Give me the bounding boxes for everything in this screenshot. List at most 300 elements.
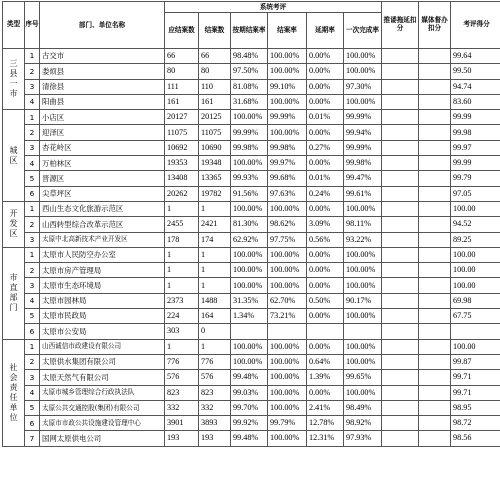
ontime-rate-cell: 100.00% xyxy=(231,156,268,171)
due-cell: 111 xyxy=(165,79,199,94)
closed-cell: 1 xyxy=(199,339,231,354)
recommend-cell xyxy=(382,140,419,155)
ontime-rate-cell: 99.03% xyxy=(231,385,268,400)
delay-rate-cell: 2.41% xyxy=(307,400,344,415)
closed-cell: 174 xyxy=(199,232,231,247)
dept-name-cell: 小店区 xyxy=(40,110,165,125)
score-cell: 100.00 xyxy=(451,339,500,354)
media-cell xyxy=(419,416,451,431)
dept-name-cell: 太原市房产管理局 xyxy=(40,263,165,278)
group-type-char: 直 xyxy=(4,283,23,293)
media-cell xyxy=(419,263,451,278)
due-cell: 178 xyxy=(165,232,199,247)
close-rate-cell: 100.00% xyxy=(268,64,307,79)
ontime-rate-cell: 97.50% xyxy=(231,64,268,79)
due-cell: 332 xyxy=(165,400,199,415)
media-cell xyxy=(419,354,451,369)
recommend-cell xyxy=(382,64,419,79)
delay-rate-cell: 0.64% xyxy=(307,354,344,369)
dept-name-cell: 阳曲县 xyxy=(40,94,165,109)
score-cell: 69.98 xyxy=(451,293,500,308)
closed-cell: 1 xyxy=(199,278,231,293)
dept-name-cell: 西山生态文化旅游示范区 xyxy=(40,201,165,216)
table-header xyxy=(3,2,500,49)
ontime-rate-cell: 99.98% xyxy=(231,140,268,155)
ontime-rate-cell: 100.00% xyxy=(231,339,268,354)
due-cell: 2455 xyxy=(165,217,199,232)
closed-cell: 332 xyxy=(199,400,231,415)
table-row xyxy=(3,201,500,216)
ontime-rate-cell: 99.93% xyxy=(231,171,268,186)
media-cell xyxy=(419,293,451,308)
closed-cell: 66 xyxy=(199,49,231,64)
dept-name-cell: 古交市 xyxy=(40,49,165,64)
dept-name-cell: 太原中北高新技术产业开发区 xyxy=(40,232,165,247)
score-cell: 98.95 xyxy=(451,400,500,415)
recommend-cell xyxy=(382,416,419,431)
evaluation-table xyxy=(2,1,500,447)
ontime-rate-cell: 100.00% xyxy=(231,263,268,278)
ontime-rate-cell: 81.30% xyxy=(231,217,268,232)
score-cell: 83.60 xyxy=(451,94,500,109)
media-cell xyxy=(419,217,451,232)
close-rate-cell: 100.00% xyxy=(268,339,307,354)
group-type-cell xyxy=(3,49,25,110)
close-rate-cell: 97.63% xyxy=(268,186,307,201)
close-rate-cell: 98.62% xyxy=(268,217,307,232)
close-rate-cell: 100.00% xyxy=(268,354,307,369)
dept-name-cell: 迎泽区 xyxy=(40,125,165,140)
dept-name-cell: 晋源区 xyxy=(40,171,165,186)
dept-name-cell: 清徐县 xyxy=(40,79,165,94)
table-row xyxy=(3,324,500,339)
once-rate-cell: 100.00% xyxy=(344,263,382,278)
close-rate-cell: 100.00% xyxy=(268,370,307,385)
closed-cell: 3893 xyxy=(199,416,231,431)
due-cell: 1 xyxy=(165,339,199,354)
table-row xyxy=(3,247,500,262)
ontime-rate-cell: 99.70% xyxy=(231,400,268,415)
closed-cell: 823 xyxy=(199,385,231,400)
closed-cell: 0 xyxy=(199,324,231,339)
delay-rate-cell: 0.00% xyxy=(307,339,344,354)
seq-cell: 3 xyxy=(25,278,40,293)
close-rate-cell: 100.00% xyxy=(268,49,307,64)
due-cell: 19353 xyxy=(165,156,199,171)
group-type-char: 三 xyxy=(4,59,23,69)
media-cell xyxy=(419,278,451,293)
table-row xyxy=(3,278,500,293)
table-row xyxy=(3,49,500,64)
due-cell: 1 xyxy=(165,247,199,262)
recommend-cell xyxy=(382,339,419,354)
table-row xyxy=(3,110,500,125)
media-cell xyxy=(419,232,451,247)
once-rate-cell: 100.00% xyxy=(344,339,382,354)
recommend-cell xyxy=(382,370,419,385)
seq-cell: 1 xyxy=(25,201,40,216)
recommend-cell xyxy=(382,156,419,171)
score-cell: 100.00 xyxy=(451,247,500,262)
due-cell: 193 xyxy=(165,431,199,446)
close-rate-cell: 100.00% xyxy=(268,247,307,262)
closed-cell: 576 xyxy=(199,370,231,385)
col-close-rate-header: 结案率 xyxy=(268,13,307,49)
recommend-cell xyxy=(382,247,419,262)
col-type-header: 类型 xyxy=(3,2,25,49)
closed-cell: 20125 xyxy=(199,110,231,125)
group-type-char: 单 xyxy=(4,403,23,413)
seq-cell: 4 xyxy=(25,385,40,400)
dept-name-cell: 太原市人民防空办公室 xyxy=(40,247,165,262)
system-eval-header: 系统考评 xyxy=(165,2,382,13)
due-cell: 823 xyxy=(165,385,199,400)
due-cell: 20127 xyxy=(165,110,199,125)
delay-rate-cell: 0.00% xyxy=(307,385,344,400)
dept-name-cell: 太原天然气有限公司 xyxy=(40,370,165,385)
seq-cell: 1 xyxy=(25,247,40,262)
delay-rate-cell: 12.78% xyxy=(307,416,344,431)
media-cell xyxy=(419,156,451,171)
group-type-char: 区 xyxy=(4,229,23,239)
due-cell: 776 xyxy=(165,354,199,369)
recommend-cell xyxy=(382,49,419,64)
delay-rate-cell: 3.09% xyxy=(307,217,344,232)
media-cell xyxy=(419,309,451,324)
group-type-char: 区 xyxy=(4,156,23,166)
media-cell xyxy=(419,79,451,94)
score-cell: 99.98 xyxy=(451,125,500,140)
once-rate-cell: 99.99% xyxy=(344,110,382,125)
closed-cell: 19348 xyxy=(199,156,231,171)
media-cell xyxy=(419,339,451,354)
ontime-rate-cell: 1.34% xyxy=(231,309,268,324)
close-rate-cell: 100.00% xyxy=(268,201,307,216)
once-rate-cell: 100.00% xyxy=(344,385,382,400)
once-rate-cell: 100.00% xyxy=(344,247,382,262)
once-rate-cell: 99.98% xyxy=(344,156,382,171)
table-row xyxy=(3,370,500,385)
col-once-header: 一次完成率 xyxy=(344,13,382,49)
ontime-rate-cell: 31.68% xyxy=(231,94,268,109)
ontime-rate-cell: 100.00% xyxy=(231,201,268,216)
ontime-rate-cell: 31.35% xyxy=(231,293,268,308)
once-rate-cell: 99.94% xyxy=(344,125,382,140)
recommend-cell xyxy=(382,278,419,293)
media-cell xyxy=(419,247,451,262)
col-ontime-header: 按期结案率 xyxy=(231,13,268,49)
media-cell xyxy=(419,186,451,201)
due-cell: 66 xyxy=(165,49,199,64)
group-type-char: 一 xyxy=(4,79,23,89)
closed-cell: 10690 xyxy=(199,140,231,155)
seq-cell: 3 xyxy=(25,79,40,94)
closed-cell: 13365 xyxy=(199,171,231,186)
close-rate-cell: 99.97% xyxy=(268,156,307,171)
score-cell: 99.87 xyxy=(451,354,500,369)
col-recommend-header: 推诿拖延扣分 xyxy=(382,2,419,49)
recommend-cell xyxy=(382,263,419,278)
dept-name-cell: 山西转型综合改革示范区 xyxy=(40,217,165,232)
seq-cell: 6 xyxy=(25,324,40,339)
recommend-cell xyxy=(382,217,419,232)
ontime-rate-cell: 100.00% xyxy=(231,278,268,293)
closed-cell: 110 xyxy=(199,79,231,94)
seq-cell: 6 xyxy=(25,416,40,431)
media-cell xyxy=(419,64,451,79)
close-rate-cell: 99.10% xyxy=(268,79,307,94)
dept-name-cell: 杏花岭区 xyxy=(40,140,165,155)
col-closed-header: 结案数 xyxy=(199,13,231,49)
ontime-rate-cell: 98.48% xyxy=(231,49,268,64)
col-dept-header: 部门、单位名称 xyxy=(40,2,165,49)
close-rate-cell: 100.00% xyxy=(268,385,307,400)
dept-name-cell: 太原供水集团有限公司 xyxy=(40,354,165,369)
score-cell: 89.25 xyxy=(451,232,500,247)
media-cell xyxy=(419,110,451,125)
score-cell xyxy=(451,324,500,339)
delay-rate-cell: 0.00% xyxy=(307,263,344,278)
seq-cell: 2 xyxy=(25,217,40,232)
close-rate-cell: 100.00% xyxy=(268,263,307,278)
group-type-cell xyxy=(3,247,25,339)
seq-cell: 4 xyxy=(25,156,40,171)
ontime-rate-cell: 81.08% xyxy=(231,79,268,94)
closed-cell: 2421 xyxy=(199,217,231,232)
ontime-rate-cell: 91.56% xyxy=(231,186,268,201)
ontime-rate-cell: 99.48% xyxy=(231,370,268,385)
table-row xyxy=(3,125,500,140)
delay-rate-cell: 0.00% xyxy=(307,247,344,262)
score-cell: 99.64 xyxy=(451,49,500,64)
group-type-char: 位 xyxy=(4,413,23,423)
seq-cell: 3 xyxy=(25,232,40,247)
table-row xyxy=(3,416,500,431)
table-row xyxy=(3,79,500,94)
delay-rate-cell: 0.56% xyxy=(307,232,344,247)
table-row xyxy=(3,156,500,171)
seq-cell: 7 xyxy=(25,431,40,446)
due-cell: 3901 xyxy=(165,416,199,431)
delay-rate-cell: 0.00% xyxy=(307,278,344,293)
col-score-header: 考评得分 xyxy=(451,2,500,49)
table-row xyxy=(3,339,500,354)
media-cell xyxy=(419,94,451,109)
delay-rate-cell: 0.50% xyxy=(307,293,344,308)
recommend-cell xyxy=(382,293,419,308)
seq-cell: 3 xyxy=(25,370,40,385)
seq-cell: 2 xyxy=(25,64,40,79)
group-type-char: 社 xyxy=(4,363,23,373)
recommend-cell xyxy=(382,309,419,324)
seq-cell: 1 xyxy=(25,110,40,125)
due-cell: 1 xyxy=(165,263,199,278)
delay-rate-cell xyxy=(307,324,344,339)
score-cell: 98.56 xyxy=(451,431,500,446)
close-rate-cell: 62.70% xyxy=(268,293,307,308)
group-type-char: 发 xyxy=(4,219,23,229)
ontime-rate-cell: 62.92% xyxy=(231,232,268,247)
seq-cell: 5 xyxy=(25,171,40,186)
due-cell: 224 xyxy=(165,309,199,324)
due-cell: 10692 xyxy=(165,140,199,155)
delay-rate-cell: 0.00% xyxy=(307,309,344,324)
ontime-rate-cell xyxy=(231,324,268,339)
dept-name-cell: 太原市生态环境局 xyxy=(40,278,165,293)
close-rate-cell: 100.00% xyxy=(268,125,307,140)
closed-cell: 1 xyxy=(199,263,231,278)
group-type-char: 县 xyxy=(4,69,23,79)
group-type-char: 部 xyxy=(4,293,23,303)
delay-rate-cell: 0.00% xyxy=(307,156,344,171)
closed-cell: 193 xyxy=(199,431,231,446)
seq-cell: 6 xyxy=(25,186,40,201)
once-rate-cell: 98.92% xyxy=(344,416,382,431)
seq-cell: 4 xyxy=(25,293,40,308)
media-cell xyxy=(419,171,451,186)
close-rate-cell: 97.75% xyxy=(268,232,307,247)
seq-cell: 2 xyxy=(25,354,40,369)
media-cell xyxy=(419,125,451,140)
ontime-rate-cell: 99.92% xyxy=(231,416,268,431)
close-rate-cell: 99.79% xyxy=(268,416,307,431)
group-type-cell xyxy=(3,339,25,446)
delay-rate-cell: 0.00% xyxy=(307,49,344,64)
dept-name-cell: 娄烦县 xyxy=(40,64,165,79)
media-cell xyxy=(419,140,451,155)
table-row xyxy=(3,354,500,369)
dept-name-cell: 太原市民政局 xyxy=(40,309,165,324)
once-rate-cell: 100.00% xyxy=(344,278,382,293)
ontime-rate-cell: 99.48% xyxy=(231,431,268,446)
table-row xyxy=(3,171,500,186)
group-type-char: 开 xyxy=(4,209,23,219)
recommend-cell xyxy=(382,110,419,125)
recommend-cell xyxy=(382,385,419,400)
score-cell: 99.99 xyxy=(451,110,500,125)
delay-rate-cell: 1.39% xyxy=(307,370,344,385)
dept-name-cell: 太原市园林局 xyxy=(40,293,165,308)
table-row xyxy=(3,385,500,400)
seq-cell: 5 xyxy=(25,400,40,415)
recommend-cell xyxy=(382,94,419,109)
due-cell: 20262 xyxy=(165,186,199,201)
delay-rate-cell: 0.27% xyxy=(307,140,344,155)
once-rate-cell: 97.30% xyxy=(344,79,382,94)
once-rate-cell: 99.99% xyxy=(344,140,382,155)
table-row xyxy=(3,400,500,415)
due-cell: 1 xyxy=(165,201,199,216)
due-cell: 11075 xyxy=(165,125,199,140)
dept-name-cell: 尖草坪区 xyxy=(40,186,165,201)
media-cell xyxy=(419,324,451,339)
delay-rate-cell: 0.24% xyxy=(307,186,344,201)
seq-cell: 5 xyxy=(25,309,40,324)
close-rate-cell: 99.98% xyxy=(268,140,307,155)
seq-cell: 3 xyxy=(25,140,40,155)
closed-cell: 80 xyxy=(199,64,231,79)
table-row xyxy=(3,94,500,109)
delay-rate-cell: 0.01% xyxy=(307,171,344,186)
table-row xyxy=(3,140,500,155)
score-cell: 99.71 xyxy=(451,370,500,385)
delay-rate-cell: 0.00% xyxy=(307,201,344,216)
delay-rate-cell: 0.00% xyxy=(307,79,344,94)
once-rate-cell: 100.00% xyxy=(344,309,382,324)
score-cell: 94.52 xyxy=(451,217,500,232)
seq-cell: 2 xyxy=(25,125,40,140)
media-cell xyxy=(419,201,451,216)
score-cell: 98.72 xyxy=(451,416,500,431)
seq-cell: 4 xyxy=(25,94,40,109)
recommend-cell xyxy=(382,354,419,369)
recommend-cell xyxy=(382,232,419,247)
media-cell xyxy=(419,385,451,400)
ontime-rate-cell: 100.00% xyxy=(231,354,268,369)
recommend-cell xyxy=(382,324,419,339)
score-cell: 99.99 xyxy=(451,156,500,171)
table-row xyxy=(3,293,500,308)
col-media-header: 媒体督办扣分 xyxy=(419,2,451,49)
table-row xyxy=(3,232,500,247)
once-rate-cell: 100.00% xyxy=(344,64,382,79)
due-cell: 80 xyxy=(165,64,199,79)
media-cell xyxy=(419,400,451,415)
closed-cell: 1 xyxy=(199,201,231,216)
once-rate-cell: 100.00% xyxy=(344,94,382,109)
col-seq-header: 序号 xyxy=(25,2,40,49)
once-rate-cell: 98.11% xyxy=(344,217,382,232)
table-row xyxy=(3,309,500,324)
score-cell: 99.71 xyxy=(451,385,500,400)
close-rate-cell: 100.00% xyxy=(268,94,307,109)
due-cell: 13408 xyxy=(165,171,199,186)
once-rate-cell: 93.22% xyxy=(344,232,382,247)
seq-cell: 1 xyxy=(25,49,40,64)
dept-name-cell: 山西诚信市政建设有限公司 xyxy=(40,339,165,354)
score-cell: 100.00 xyxy=(451,263,500,278)
recommend-cell xyxy=(382,171,419,186)
close-rate-cell: 100.00% xyxy=(268,431,307,446)
seq-cell: 1 xyxy=(25,339,40,354)
close-rate-cell: 100.00% xyxy=(268,278,307,293)
once-rate-cell xyxy=(344,324,382,339)
group-type-char: 会 xyxy=(4,373,23,383)
due-cell: 303 xyxy=(165,324,199,339)
table-row xyxy=(3,64,500,79)
ontime-rate-cell: 99.99% xyxy=(231,125,268,140)
score-cell: 99.79 xyxy=(451,171,500,186)
recommend-cell xyxy=(382,125,419,140)
group-type-char: 市 xyxy=(4,89,23,99)
once-rate-cell: 98.49% xyxy=(344,400,382,415)
closed-cell: 19782 xyxy=(199,186,231,201)
closed-cell: 164 xyxy=(199,309,231,324)
media-cell xyxy=(419,370,451,385)
dept-name-cell: 太原公共交通控股(集团)有限公司 xyxy=(40,400,165,415)
delay-rate-cell: 0.00% xyxy=(307,94,344,109)
media-cell xyxy=(419,431,451,446)
delay-rate-cell: 0.00% xyxy=(307,125,344,140)
seq-cell: 2 xyxy=(25,263,40,278)
group-type-cell xyxy=(3,110,25,202)
delay-rate-cell: 12.31% xyxy=(307,431,344,446)
recommend-cell xyxy=(382,201,419,216)
score-cell: 99.97 xyxy=(451,140,500,155)
table-body xyxy=(3,49,500,447)
dept-name-cell: 太原市城乡管理综合行政执法队 xyxy=(40,385,165,400)
closed-cell: 1488 xyxy=(199,293,231,308)
